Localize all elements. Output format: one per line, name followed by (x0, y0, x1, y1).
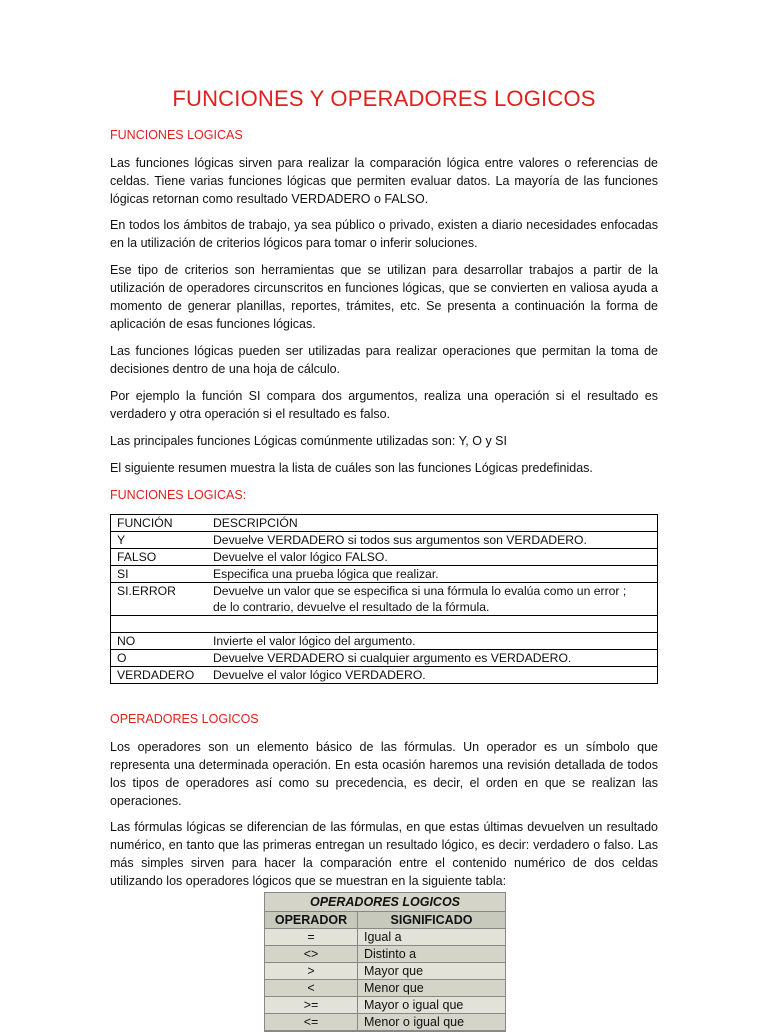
table-row (265, 963, 505, 980)
function-name: FALSO (111, 549, 208, 566)
operators-table-body (265, 929, 505, 1031)
function-name: SI.ERROR (111, 583, 208, 600)
function-name (111, 599, 208, 616)
function-name: O (111, 650, 208, 667)
table-row (265, 980, 505, 997)
table-row (265, 1014, 505, 1031)
table-row (111, 633, 658, 650)
table-row (111, 549, 658, 566)
function-description: Devuelve el valor lógico FALSO. (207, 549, 658, 566)
function-name: VERDADERO (111, 667, 208, 684)
table-row (111, 599, 658, 616)
paragraph: Ese tipo de criterios son herramientas que se utilizan para desarrollar trabajos a partir de la utilización de operadores circunscritos en funciones lógicas, que se convierten en valiosa ayuda a momento de generar planillas, reportes, trámites, etc. Se presenta a continuación la forma de aplicación de esas funciones lógicas. (110, 263, 658, 331)
section-heading-operadores-logicos: OPERADORES LOGICOS (110, 712, 259, 726)
operators-table-image (264, 892, 506, 1032)
paragraph: Las funciones lógicas pueden ser utilizadas para realizar operaciones que permitan la toma de decisiones dentro de una hoja de cálculo. (110, 344, 658, 376)
table-row (111, 566, 658, 583)
function-name (111, 616, 208, 633)
operator-symbol: < (265, 980, 358, 996)
function-name: NO (111, 633, 208, 650)
table-row (265, 929, 505, 946)
operator-meaning: Igual a (364, 930, 402, 944)
paragraph: Los operadores son un elemento básico de las fórmulas. Un operador es un símbolo que representa una determinada operación. En esta ocasión haremos una revisión detallada de todos los tipos de operadores así como su precedencia, es decir, el orden en que se realizan las operaciones. (110, 740, 658, 808)
table-row (265, 997, 505, 1014)
function-description: Devuelve un valor que se especifica si una fórmula lo evalúa como un error ; (207, 583, 658, 600)
table-row (111, 667, 658, 684)
paragraph: En todos los ámbitos de trabajo, ya sea público o privado, existen a diario necesidades enfocadas en la utilización de criterios lógicos para tomar o inferir soluciones. (110, 218, 658, 250)
table-row (111, 583, 658, 600)
function-description: Devuelve VERDADERO si cualquier argumento es VERDADERO. (207, 650, 658, 667)
operator-symbol: >= (265, 997, 358, 1013)
operator-meaning: Mayor o igual que (364, 998, 464, 1012)
operator-symbol: = (265, 929, 358, 945)
table-header-cell: SIGNIFICADO (390, 913, 473, 927)
operator-symbol: > (265, 963, 358, 979)
function-name: Y (111, 532, 208, 549)
table-header-row (111, 515, 658, 532)
function-description: de lo contrario, devuelve el resultado de la fórmula. (207, 599, 658, 616)
function-description: Devuelve VERDADERO si todos sus argumentos son VERDADERO. (207, 532, 658, 549)
table-header-cell: DESCRIPCIÓN (207, 515, 658, 532)
page-title: FUNCIONES Y OPERADORES LOGICOS (172, 86, 596, 111)
functions-table (110, 514, 658, 684)
paragraph: El siguiente resumen muestra la lista de cuáles son las funciones Lógicas predefinidas. (110, 461, 593, 475)
table-row (265, 946, 505, 963)
table-header-cell: FUNCIÓN (111, 515, 208, 532)
operator-meaning: Menor que (364, 981, 424, 995)
paragraph: Por ejemplo la función SI compara dos argumentos, realiza una operación si el resultado es verdadero y otra operación si el resultado es falso. (110, 389, 658, 421)
function-description: Especifica una prueba lógica que realizar. (207, 566, 658, 583)
table-row (111, 532, 658, 549)
section-heading-funciones-logicas: FUNCIONES LOGICAS (110, 128, 243, 142)
operator-meaning: Distinto a (364, 947, 417, 961)
operator-symbol: <= (265, 1014, 358, 1030)
table-row (111, 650, 658, 667)
operator-symbol: <> (265, 946, 358, 962)
table-header-cell: OPERADOR (265, 912, 358, 928)
paragraph: Las funciones lógicas sirven para realizar la comparación lógica entre valores o referencias de celdas. Tiene varias funciones lógicas que permiten evaluar datos. La mayoría de las funciones lógicas retornan como resultado VERDADERO o FALSO. (110, 156, 658, 206)
section-heading-funciones-logicas-list: FUNCIONES LOGICAS: (110, 488, 247, 502)
operators-table-title: OPERADORES LOGICOS (265, 893, 505, 912)
table-row (111, 616, 658, 633)
operators-table-header (265, 912, 505, 929)
function-description: Invierte el valor lógico del argumento. (207, 633, 658, 650)
paragraph: Las fórmulas lógicas se diferencian de las fórmulas, en que estas últimas devuelven un resultado numérico, en tanto que las primeras entregan un resultado lógico, es decir: verdadero o falso. Las más simples sirven para hacer la comparación entre el contenido numérico de dos celdas utilizando los operadores lógicos que se muestran en la siguiente tabla: (110, 820, 658, 888)
function-description: Devuelve el valor lógico VERDADERO. (207, 667, 658, 684)
function-name: SI (111, 566, 208, 583)
operator-meaning: Mayor que (364, 964, 424, 978)
function-description (207, 616, 658, 633)
paragraph: Las principales funciones Lógicas comúnmente utilizadas son: Y, O y SI (110, 434, 507, 448)
operator-meaning: Menor o igual que (364, 1015, 465, 1029)
